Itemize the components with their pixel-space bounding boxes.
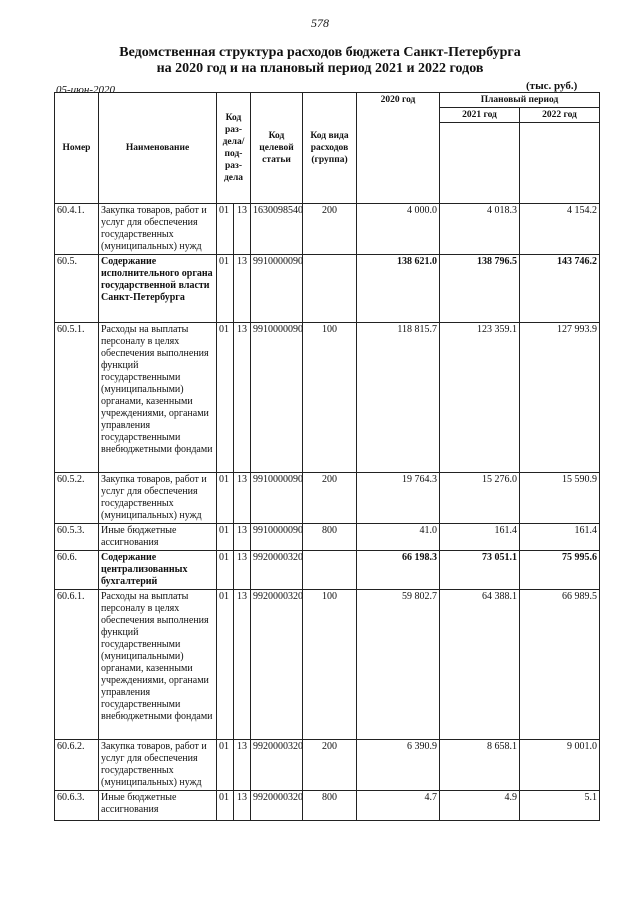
row-target-code: 9910000090 bbox=[251, 323, 303, 473]
row-value-2020: 59 802.7 bbox=[357, 590, 440, 740]
row-subsection: 13 bbox=[234, 740, 251, 791]
budget-table bbox=[54, 92, 600, 821]
row-value-2022: 161.4 bbox=[520, 524, 600, 551]
table-row bbox=[55, 551, 600, 590]
row-expense-type bbox=[303, 551, 357, 590]
table-row bbox=[55, 740, 600, 791]
row-section: 01 bbox=[217, 551, 234, 590]
row-value-2022: 143 746.2 bbox=[520, 255, 600, 323]
row-number: 60.6.3. bbox=[55, 791, 99, 821]
table-row bbox=[55, 204, 600, 255]
table-header bbox=[55, 93, 600, 204]
row-value-2020: 118 815.7 bbox=[357, 323, 440, 473]
row-name: Иные бюджетные ассигнования bbox=[99, 791, 217, 821]
row-target-code: 9920000320 bbox=[251, 551, 303, 590]
row-subsection: 13 bbox=[234, 791, 251, 821]
table-row bbox=[55, 590, 600, 740]
header-section-code: Код раз-дела/ под-раз-дела bbox=[217, 93, 251, 204]
row-target-code: 9910000090 bbox=[251, 255, 303, 323]
row-expense-type: 800 bbox=[303, 791, 357, 821]
row-value-2022: 4 154.2 bbox=[520, 204, 600, 255]
row-subsection: 13 bbox=[234, 590, 251, 740]
row-value-2021: 138 796.5 bbox=[440, 255, 520, 323]
row-expense-type: 100 bbox=[303, 323, 357, 473]
header-number: Номер bbox=[55, 93, 99, 204]
row-subsection: 13 bbox=[234, 551, 251, 590]
row-section: 01 bbox=[217, 740, 234, 791]
row-subsection: 13 bbox=[234, 255, 251, 323]
row-target-code: 1630098540 bbox=[251, 204, 303, 255]
row-expense-type: 200 bbox=[303, 473, 357, 524]
row-section: 01 bbox=[217, 323, 234, 473]
title-line-2: на 2020 год и на плановый период 2021 и 2022 годов bbox=[156, 61, 484, 76]
row-value-2020: 138 621.0 bbox=[357, 255, 440, 323]
table-row bbox=[55, 473, 600, 524]
row-name: Расходы на выплаты персоналу в целях обеспечения выполнения функций государственными (муниципальными) органами, казенными учреждениями, органами управления государственными внебюджетными фондами bbox=[99, 323, 217, 473]
document-date: 05-июн-2020 bbox=[56, 84, 116, 96]
row-number: 60.5.3. bbox=[55, 524, 99, 551]
row-value-2021: 4.9 bbox=[440, 791, 520, 821]
header-year-2020: 2020 год bbox=[357, 93, 440, 204]
row-section: 01 bbox=[217, 473, 234, 524]
row-value-2021: 4 018.3 bbox=[440, 204, 520, 255]
row-number: 60.4.1. bbox=[55, 204, 99, 255]
row-value-2021: 64 388.1 bbox=[440, 590, 520, 740]
row-value-2021: 8 658.1 bbox=[440, 740, 520, 791]
row-value-2021: 123 359.1 bbox=[440, 323, 520, 473]
header-expense-type-code: Код вида расходов (группа) bbox=[303, 93, 357, 204]
units-label: (тыс. руб.) bbox=[526, 80, 578, 92]
row-name: Содержание исполнительного органа государственной власти Санкт-Петербурга bbox=[99, 255, 217, 323]
row-section: 01 bbox=[217, 791, 234, 821]
row-expense-type bbox=[303, 255, 357, 323]
header-target-code: Код целевой статьи bbox=[251, 93, 303, 204]
row-value-2020: 19 764.3 bbox=[357, 473, 440, 524]
row-target-code: 9920000320 bbox=[251, 590, 303, 740]
row-value-2022: 75 995.6 bbox=[520, 551, 600, 590]
row-name: Закупка товаров, работ и услуг для обеспечения государственных (муниципальных) нужд bbox=[99, 204, 217, 255]
row-section: 01 bbox=[217, 204, 234, 255]
row-number: 60.6.2. bbox=[55, 740, 99, 791]
row-section: 01 bbox=[217, 524, 234, 551]
row-value-2021: 73 051.1 bbox=[440, 551, 520, 590]
header-year-2021: 2021 год bbox=[440, 108, 520, 123]
row-expense-type: 200 bbox=[303, 740, 357, 791]
row-number: 60.5.1. bbox=[55, 323, 99, 473]
row-value-2020: 6 390.9 bbox=[357, 740, 440, 791]
row-value-2021: 161.4 bbox=[440, 524, 520, 551]
row-subsection: 13 bbox=[234, 473, 251, 524]
row-number: 60.6.1. bbox=[55, 590, 99, 740]
row-target-code: 9920000320 bbox=[251, 740, 303, 791]
row-value-2020: 4 000.0 bbox=[357, 204, 440, 255]
table-body bbox=[55, 204, 600, 821]
header-year-2022: 2022 год bbox=[520, 108, 600, 123]
row-section: 01 bbox=[217, 590, 234, 740]
page-number: 578 bbox=[311, 16, 329, 30]
row-value-2020: 41.0 bbox=[357, 524, 440, 551]
row-number: 60.5.2. bbox=[55, 473, 99, 524]
row-value-2020: 4.7 bbox=[357, 791, 440, 821]
table-row bbox=[55, 323, 600, 473]
row-number: 60.6. bbox=[55, 551, 99, 590]
row-value-2022: 15 590.9 bbox=[520, 473, 600, 524]
row-target-code: 9910000090 bbox=[251, 524, 303, 551]
row-value-2022: 127 993.9 bbox=[520, 323, 600, 473]
table-row bbox=[55, 791, 600, 821]
row-number: 60.5. bbox=[55, 255, 99, 323]
row-name: Иные бюджетные ассигнования bbox=[99, 524, 217, 551]
row-target-code: 9920000320 bbox=[251, 791, 303, 821]
row-value-2022: 5.1 bbox=[520, 791, 600, 821]
row-expense-type: 100 bbox=[303, 590, 357, 740]
row-expense-type: 200 bbox=[303, 204, 357, 255]
row-name: Содержание централизованных бухгалтерий bbox=[99, 551, 217, 590]
row-name: Закупка товаров, работ и услуг для обеспечения государственных (муниципальных) нужд bbox=[99, 740, 217, 791]
row-value-2020: 66 198.3 bbox=[357, 551, 440, 590]
row-section: 01 bbox=[217, 255, 234, 323]
row-subsection: 13 bbox=[234, 204, 251, 255]
row-expense-type: 800 bbox=[303, 524, 357, 551]
table-row bbox=[55, 524, 600, 551]
row-value-2022: 9 001.0 bbox=[520, 740, 600, 791]
header-name: Наименование bbox=[99, 93, 217, 204]
document-title bbox=[0, 45, 640, 77]
table-row bbox=[55, 255, 600, 323]
row-name: Расходы на выплаты персоналу в целях обеспечения выполнения функций государственными (муниципальными) органами, казенными учреждениями, органами управления государственными внебюджетными фондами bbox=[99, 590, 217, 740]
row-subsection: 13 bbox=[234, 323, 251, 473]
header-plan-period: Плановый период bbox=[440, 93, 600, 108]
title-line-1: Ведомственная структура расходов бюджета Санкт-Петербурга bbox=[119, 45, 521, 60]
row-value-2022: 66 989.5 bbox=[520, 590, 600, 740]
row-target-code: 9910000090 bbox=[251, 473, 303, 524]
row-value-2021: 15 276.0 bbox=[440, 473, 520, 524]
row-name: Закупка товаров, работ и услуг для обеспечения государственных (муниципальных) нужд bbox=[99, 473, 217, 524]
row-subsection: 13 bbox=[234, 524, 251, 551]
